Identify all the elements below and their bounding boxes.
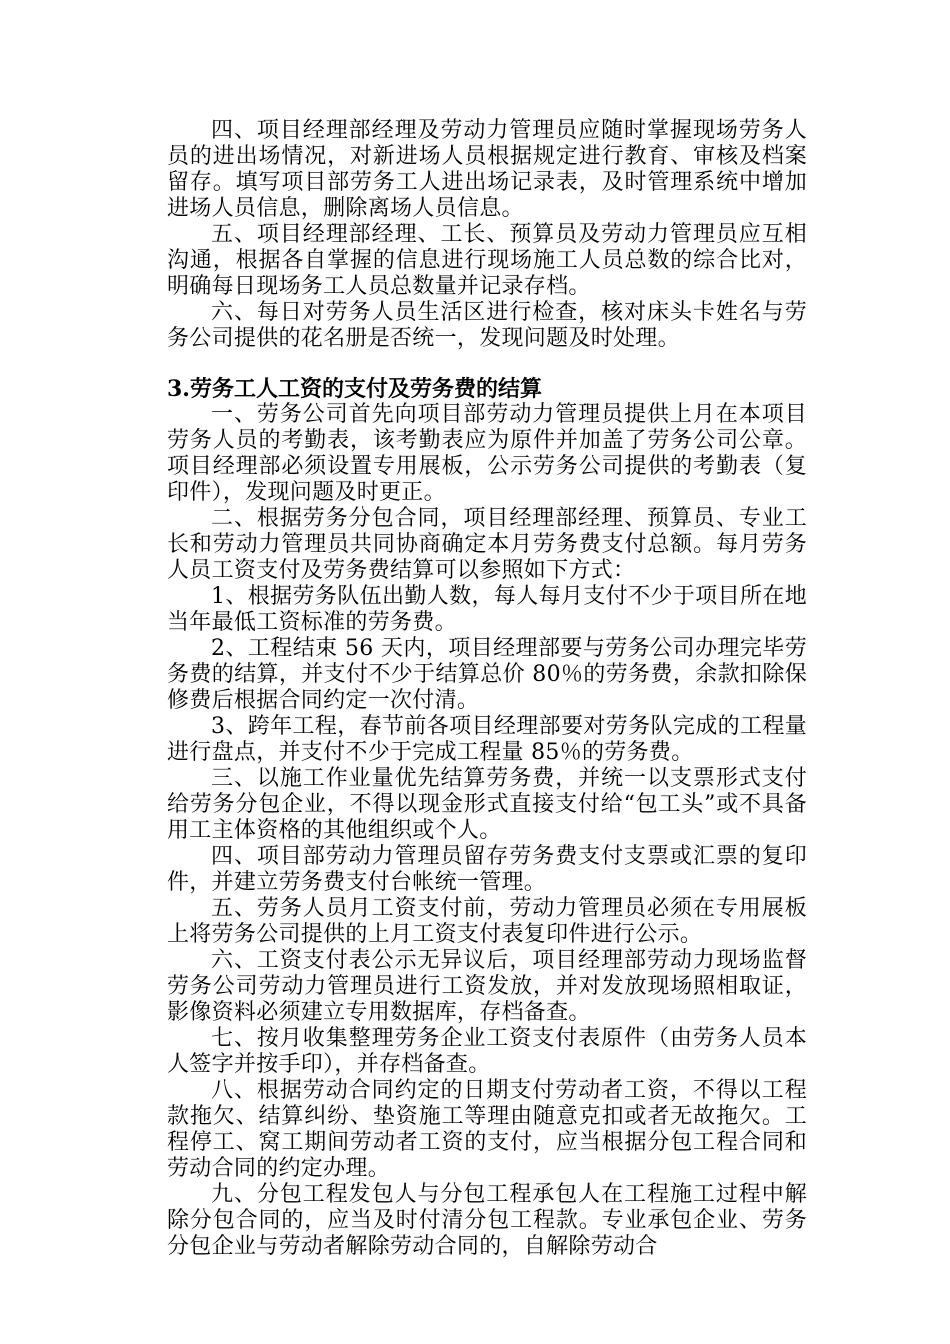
paragraph-item-1: 一、劳务公司首先向项目部劳动力管理员提供上月在本项目劳务人员的考勤表，该考勤表应为原件并加盖了劳务公司公章。项目经理部必须设置专用展板，公示劳务公司提供的考勤表（复印件），发现问题及时更正。 — [167, 402, 807, 505]
paragraph-item-5: 五、劳务人员月工资支付前，劳动力管理员必须在专用展板上将劳务公司提供的上月工资支付表复印件进行公示。 — [167, 896, 807, 947]
paragraph-intro-4: 四、项目经理部经理及劳动力管理员应随时掌握现场劳务人员的进出场情况，对新进场人员根据规定进行教育、审核及档案留存。填写项目部劳务工人进出场记录表，及时管理系统中增加进场人员信息，删除离场人员信息。 — [167, 118, 807, 221]
paragraph-item-7: 七、按月收集整理劳务企业工资支付表原件（由劳务人员本人签字并按手印），并存档备查。 — [167, 1026, 807, 1077]
paragraph-subitem-2: 2、工程结束 56 天内，项目经理部要与劳务公司办理完毕劳务费的结算，并支付不少于结算总价 80％的劳务费，余款扣除保修费后根据合同约定一次付清。 — [167, 636, 807, 713]
paragraph-item-9: 九、分包工程发包人与分包工程承包人在工程施工过程中解除分包合同的，应当及时付清分包工程款。专业承包企业、劳务分包企业与劳动者解除劳动合同的，自解除劳动合 — [167, 1182, 807, 1259]
section-heading: 3.劳务工人工资的支付及劳务费的结算 — [167, 376, 542, 402]
paragraph-item-8: 八、根据劳动合同约定的日期支付劳动者工资，不得以工程款拖欠、结算纠纷、垫资施工等理由随意克扣或者无故拖欠。工程停工、窝工期间劳动者工资的支付，应当根据分包工程合同和劳动合同的约定办理。 — [167, 1078, 807, 1181]
paragraph-intro-5: 五、项目经理部经理、工长、预算员及劳动力管理员应互相沟通，根据各自掌握的信息进行现场施工人员总数的综合比对，明确每日现场务工人员总数量并记录存档。 — [167, 222, 807, 299]
paragraph-subitem-1: 1、根据劳务队伍出勤人数，每人每月支付不少于项目所在地当年最低工资标准的劳务费。 — [167, 584, 807, 635]
paragraph-subitem-3: 3、跨年工程，春节前各项目经理部要对劳务队完成的工程量进行盘点，并支付不少于完成工程量 85％的劳务费。 — [167, 714, 807, 765]
paragraph-item-3: 三、以施工作业量优先结算劳务费，并统一以支票形式支付给劳务分包企业，不得以现金形式直接支付给“包工头”或不具备用工主体资格的其他组织或个人。 — [167, 766, 807, 843]
paragraph-item-4: 四、项目部劳动力管理员留存劳务费支付支票或汇票的复印件，并建立劳务费支付台帐统一管理。 — [167, 844, 807, 895]
paragraph-item-6: 六、工资支付表公示无异议后，项目经理部劳动力现场监督劳务公司劳动力管理员进行工资发放，并对发放现场照相取证，影像资料必须建立专用数据库，存档备查。 — [167, 948, 807, 1025]
paragraph-item-2: 二、根据劳务分包合同，项目经理部经理、预算员、专业工长和劳动力管理员共同协商确定本月劳务费支付总额。每月劳务人员工资支付及劳务费结算可以参照如下方式： — [167, 506, 807, 583]
paragraph-intro-6: 六、每日对劳务人员生活区进行检查，核对床头卡姓名与劳务公司提供的花名册是否统一，发现问题及时处理。 — [167, 300, 807, 351]
document-page — [167, 118, 807, 1260]
